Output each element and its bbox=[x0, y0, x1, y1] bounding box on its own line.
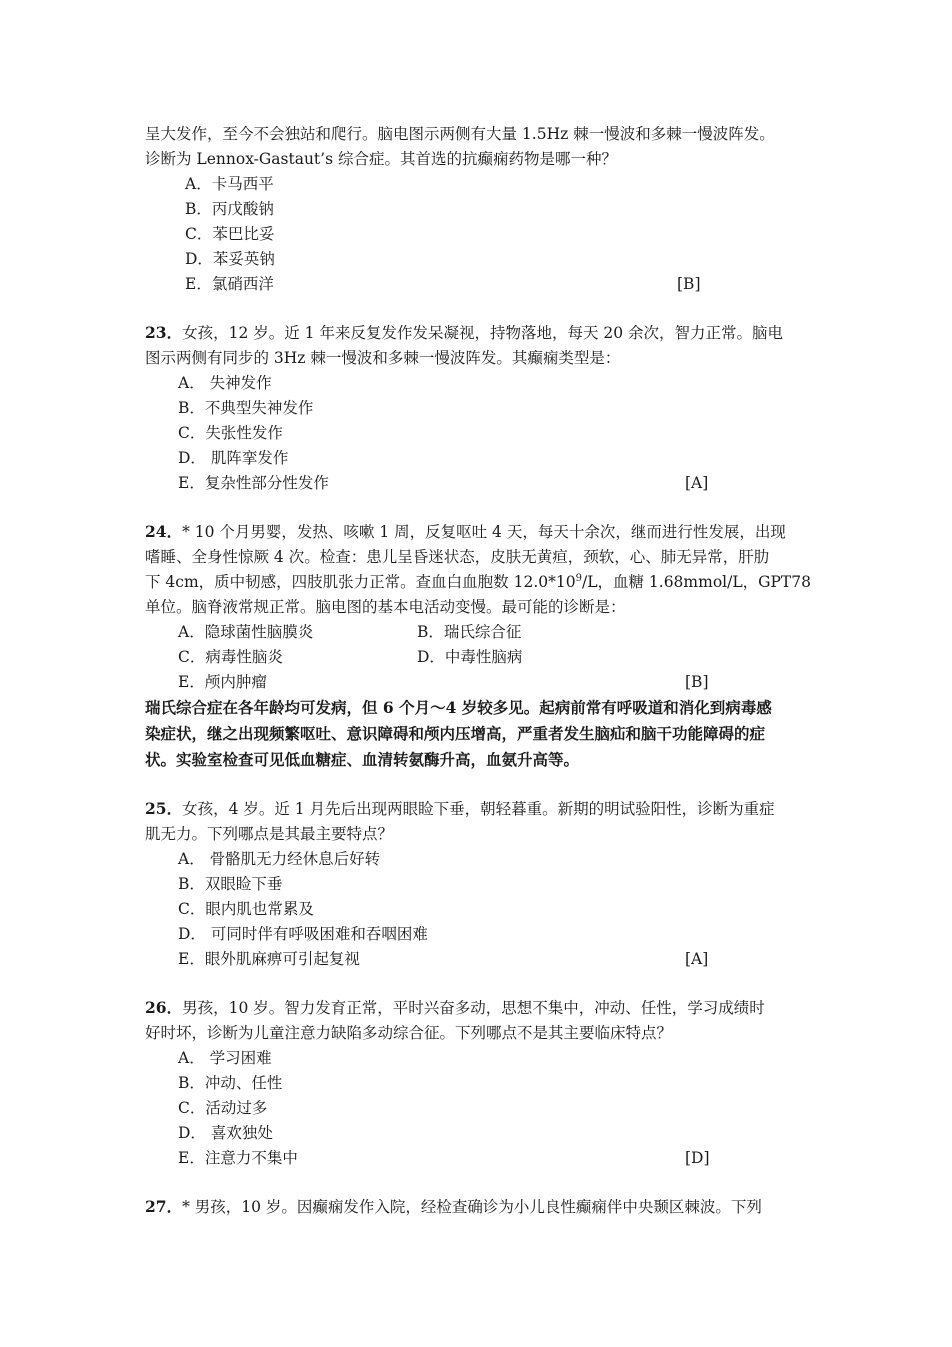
question-stem-line: 呈大发作，至今不会独站和爬行。脑电图示两侧有大量 1.5Hz 棘一慢波和多棘一慢波阵发。 bbox=[145, 125, 775, 143]
option-e: E．复杂性部分性发作 bbox=[178, 474, 329, 492]
option-d: D． 可同时伴有呼吸困难和吞咽困难 bbox=[178, 925, 428, 943]
question-stem-text: 下 4cm，质中韧感，四肢肌张力正常。查血白血胞数 12.0*10 bbox=[145, 573, 576, 591]
option-a: A．卡马西平 bbox=[185, 175, 274, 193]
option-c: C．活动过多 bbox=[178, 1099, 268, 1117]
option-c: C．病毒性脑炎 bbox=[178, 648, 283, 666]
option-e: E．氯硝西洋 bbox=[185, 275, 274, 293]
answer-key: [D] bbox=[685, 1149, 710, 1167]
question-stem-text: * 10 个月男婴，发热、咳嗽 1 周，反复呕吐 4 天，每天十余次，继而进行性发展，出现 bbox=[182, 523, 786, 541]
superscript-exponent: 9 bbox=[575, 572, 582, 584]
question-stem-line: 单位。脑脊液常规正常。脑电图的基本电活动变慢。最可能的诊断是： bbox=[145, 598, 626, 616]
question-stem-text: /L，血糖 1.68mmol/L，GPT78 bbox=[581, 573, 811, 591]
question-stem-line bbox=[145, 1194, 815, 1220]
option-c: C．眼内肌也常累及 bbox=[178, 900, 314, 918]
option-d: D．苯妥英钠 bbox=[185, 250, 275, 268]
question-number: 26． bbox=[145, 998, 183, 1017]
option-row bbox=[145, 645, 815, 670]
option-e-row bbox=[145, 947, 815, 972]
option-d: D． 喜欢独处 bbox=[178, 1124, 273, 1142]
explanation-line: 瑞氏综合症在各年龄均可发病，但 6 个月～4 岁较多见。起病前常有呼吸道和消化到病毒感 bbox=[145, 698, 772, 717]
question-stem-line bbox=[145, 796, 815, 822]
question-number: 27． bbox=[145, 1197, 183, 1216]
answer-key: [A] bbox=[685, 474, 709, 492]
question-25 bbox=[145, 796, 815, 972]
option-e-row bbox=[145, 670, 815, 695]
answer-key: [B] bbox=[685, 673, 709, 691]
option-e: E．眼外肌麻痹可引起复视 bbox=[178, 950, 360, 968]
question-stem-line: 诊断为 Lennox-Gastaut’s 综合症。其首选的抗癫痫药物是哪一种？ bbox=[145, 150, 617, 168]
question-stem-line: 图示两侧有同步的 3Hz 棘一慢波和多棘一慢波阵发。其癫痫类型是： bbox=[145, 349, 621, 367]
option-b: B．瑞氏综合征 bbox=[417, 623, 522, 641]
question-stem-text: 女孩，12 岁。近 1 年来反复发作发呆凝视，持物落地，每天 20 余次，智力正常。脑电 bbox=[182, 324, 784, 342]
option-c: C．苯巴比妥 bbox=[185, 225, 275, 243]
explanation-line: 染症状，继之出现频繁呕吐、意识障碍和颅内压增高，严重者发生脑疝和脑干功能障碍的症 bbox=[145, 724, 766, 743]
option-a: A． 骨骼肌无力经休息后好转 bbox=[178, 850, 381, 868]
option-b: B．双眼睑下垂 bbox=[178, 875, 283, 893]
question-24 bbox=[145, 519, 815, 773]
option-e-row bbox=[145, 1146, 815, 1171]
question-26 bbox=[145, 995, 815, 1171]
option-d: D． 肌阵挛发作 bbox=[178, 449, 289, 467]
option-e-row bbox=[145, 272, 815, 297]
option-a: A． 学习困难 bbox=[178, 1049, 272, 1067]
page-content bbox=[145, 122, 815, 1220]
question-stem-text: * 男孩，10 岁。因癫痫发作入院，经检查确诊为小儿良性癫痫伴中央颞区棘波。下列 bbox=[182, 1198, 762, 1216]
question-stem-text: 女孩，4 岁。近 1 月先后出现两眼睑下垂，朝轻暮重。新期的明试验阳性，诊断为重症 bbox=[182, 800, 775, 818]
question-stem-line bbox=[145, 570, 815, 595]
question-number: 25． bbox=[145, 799, 183, 818]
question-stem-line: 嗜睡、全身性惊厥 4 次。检查：患儿呈昏迷状态，皮肤无黄疸，颈软，心、肺无异常，肝肋 bbox=[145, 548, 770, 566]
option-a: A．隐球菌性脑膜炎 bbox=[178, 623, 314, 641]
question-stem-line bbox=[145, 320, 815, 346]
question-stem-text: 男孩，10 岁。智力发育正常，平时兴奋多动，思想不集中，冲动、任性，学习成绩时 bbox=[182, 999, 765, 1017]
option-row bbox=[145, 620, 815, 645]
option-e: E．颅内肿瘤 bbox=[178, 673, 267, 691]
question-stem-line: 肌无力。下列哪点是其最主要特点？ bbox=[145, 825, 394, 843]
question-number: 24． bbox=[145, 522, 183, 541]
option-e-row bbox=[145, 471, 815, 496]
question-stem-line: 好时坏，诊断为儿童注意力缺陷多动综合征。下列哪点不是其主要临床特点？ bbox=[145, 1024, 673, 1042]
question-stem-line bbox=[145, 519, 815, 545]
question-stem-line bbox=[145, 995, 815, 1021]
option-b: B．不典型失神发作 bbox=[178, 399, 314, 417]
answer-key: [A] bbox=[685, 950, 709, 968]
option-d: D．中毒性脑病 bbox=[417, 648, 523, 666]
answer-key: [B] bbox=[677, 275, 701, 293]
option-b: B．丙戊酸钠 bbox=[185, 200, 274, 218]
question-number: 23． bbox=[145, 323, 183, 342]
option-c: C．失张性发作 bbox=[178, 424, 283, 442]
option-a: A． 失神发作 bbox=[178, 374, 272, 392]
question-22 bbox=[145, 122, 815, 297]
explanation-line: 状。实验室检查可见低血糖症、血清转氨酶升高，血氨升高等。 bbox=[145, 750, 580, 769]
question-23 bbox=[145, 320, 815, 496]
option-e: E．注意力不集中 bbox=[178, 1149, 298, 1167]
question-27 bbox=[145, 1194, 815, 1220]
option-b: B．冲动、任性 bbox=[178, 1074, 283, 1092]
